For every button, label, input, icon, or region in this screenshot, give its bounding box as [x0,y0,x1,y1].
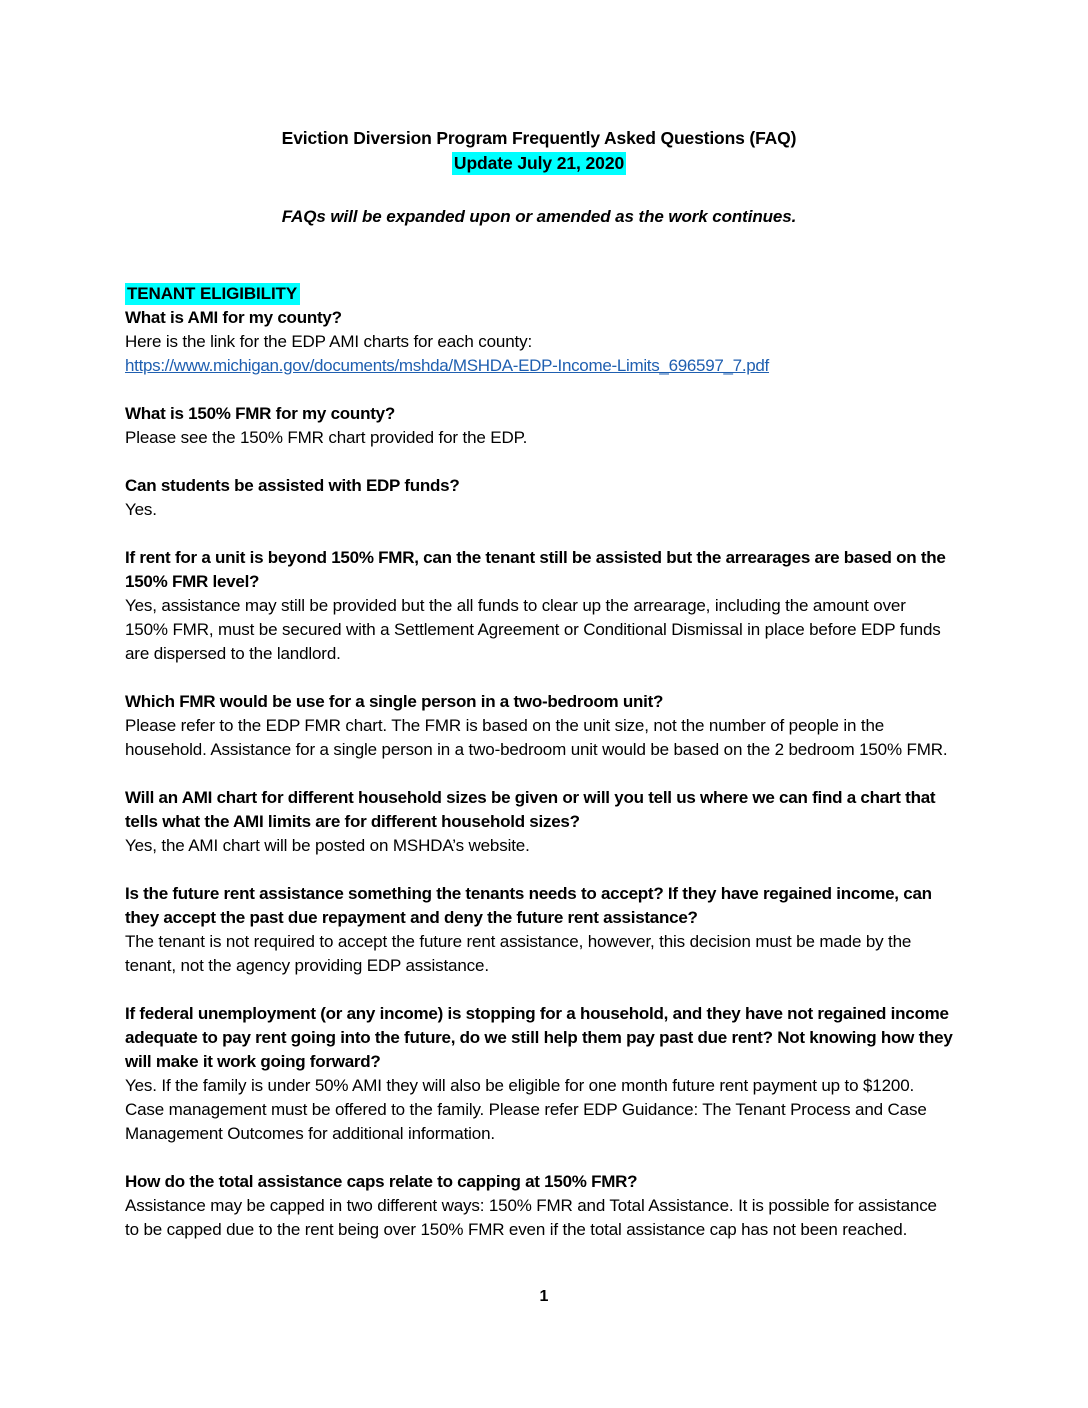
faq-question: How do the total assistance caps relate to capping at 150% FMR? [125,1172,638,1191]
section-heading-highlight: TENANT ELIGIBILITY [125,283,300,305]
faq-item [125,546,953,666]
faq-item [125,306,953,378]
document-intro-text: FAQs will be expanded upon or amended as the work continues. [281,207,797,226]
faq-answer: Yes. [125,500,157,519]
faq-answer: Yes, the AMI chart will be posted on MSHDA’s website. [125,836,530,855]
faq-answer: Here is the link for the EDP AMI charts for each county: [125,332,533,351]
faq-answer: The tenant is not required to accept the future rent assistance, however, this decision must be made by the tenant, not the agency providing EDP assistance. [125,932,912,975]
faq-item [125,690,953,762]
faq-question: Will an AMI chart for different household sizes be given or will you tell us where we can find a chart that tells what the AMI limits are for different household sizes? [125,788,936,831]
faq-question: What is 150% FMR for my county? [125,404,395,423]
document-title: Eviction Diversion Program Frequently Asked Questions (FAQ) [281,128,797,148]
page-number: 1 [539,1288,549,1305]
spacer [125,378,953,402]
spacer [125,450,953,474]
spacer [125,858,953,882]
faq-item [125,1170,953,1242]
faq-answer: Please refer to the EDP FMR chart. The FMR is based on the unit size, not the number of people in the household. Assistance for a single person in a two-bedroom unit would be based on the 2 bedroom 150% FMR. [125,716,948,759]
faq-answer: Yes. If the family is under 50% AMI they will also be eligible for one month future rent payment up to $1200. Case management must be offered to the family. Please refer EDP Guidance: The Tenant Process and Case Management Outcomes for additional information. [125,1076,927,1143]
spacer [125,762,953,786]
faq-item [125,474,953,522]
section-heading-tenant-eligibility [125,282,953,306]
spacer [125,978,953,1002]
faq-item [125,1002,953,1146]
spacer [125,256,953,282]
document-update-line [125,150,953,178]
faq-question: Is the future rent assistance something the tenants needs to accept? If they have regained income, can they accept the past due repayment and deny the future rent assistance? [125,884,932,927]
faq-answer: Yes, assistance may still be provided but the all funds to clear up the arrearage, including the amount over 150% FMR, must be secured with a Settlement Agreement or Conditional Dismissal in place before EDP funds are dispersed to the landlord. [125,596,941,663]
faq-question: If federal unemployment (or any income) is stopping for a household, and they have not regained income adequate to pay rent going into the future, do we still help them pay past due rent? Not knowing how they will make it work going forward? [125,1004,953,1071]
faq-answer: Please see the 150% FMR chart provided for the EDP. [125,428,528,447]
faq-question: Can students be assisted with EDP funds? [125,476,460,495]
update-date-highlight: Update July 21, 2020 [453,153,625,173]
spacer [125,230,953,256]
faq-item [125,882,953,978]
faq-question: What is AMI for my county? [125,308,342,327]
spacer [125,522,953,546]
faq-item [125,786,953,858]
spacer [125,1146,953,1170]
faq-question: If rent for a unit is beyond 150% FMR, can the tenant still be assisted but the arrearages are based on the 150% FMR level? [125,548,946,591]
faq-item [125,402,953,450]
spacer [125,666,953,690]
faq-answer: Assistance may be capped in two different ways: 150% FMR and Total Assistance. It is possible for assistance to be capped due to the rent being over 150% FMR even if the total assistance cap has not been reached. [125,1196,937,1239]
faq-question: Which FMR would be use for a single person in a two-bedroom unit? [125,692,664,711]
spacer [125,178,953,204]
document-body [125,126,953,1242]
ami-chart-link[interactable]: https://www.michigan.gov/documents/mshda/MSHDA-EDP-Income-Limits_696597_7.pdf [125,356,769,375]
